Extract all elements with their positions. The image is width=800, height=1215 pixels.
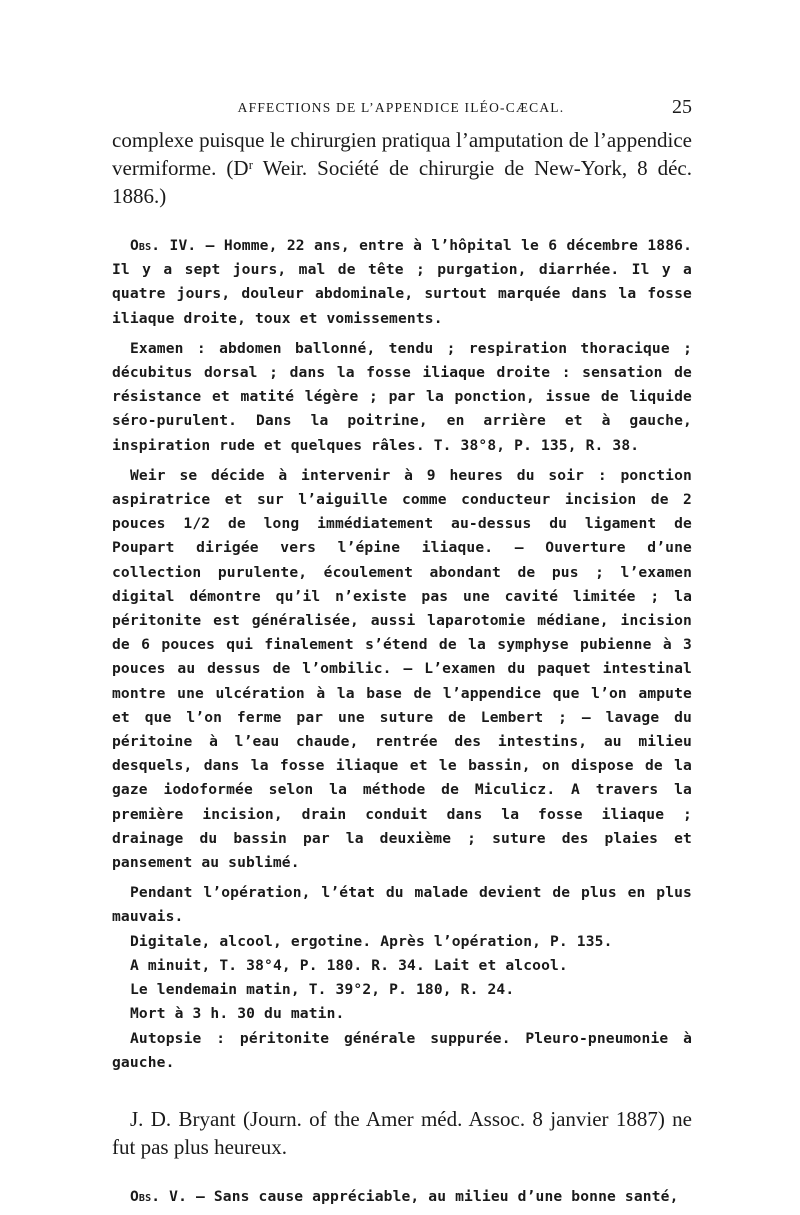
paragraph-examen: Examen : abdomen ballonné, tendu ; respiration thoracique ; décubitus dorsal ; dans la fosse iliaque droite : sensation de résistance et matité légère ; par la ponction, issue de liquide séro-purulent. Dans la poitrine, en arrière et à gauche, inspiration rude et quelques râles. T. 38°8, P. 135, R. 38. — [112, 339, 692, 454]
obs-v-text: — Sans cause appréciable, au milieu d’une bonne santé, — [187, 1187, 679, 1205]
paragraph-intervention: Weir se décide à intervenir à 9 heures du soir : ponction aspiratrice et sur l’aiguille comme conducteur incision de 2 pouces 1/2 de long immédiatement au-dessus du ligament de Poupart dirigée vers l’épine iliaque. — Ouverture d’une collection purulente, écoulement abondant de pus ; l’examen digital démontre qu’il n’existe pas une cavité limitée ; la péritonite est généralisée, aussi laparotomie médiane, incision de 6 pouces qui finalement s’étend de la symphyse pubienne à 3 pouces au dessus de l’ombilic. — L’examen du paquet intestinal montre une ulcération à la base de l’appendice que l’on ampute et que l’on ferme par une suture de Lembert ; — lavage du péritoine à l’eau chaude, rentrée des intestins, au milieu desquels, dans la fosse iliaque et le bassin, on dispose de la gaze iodoformée selon la méthode de Miculicz. A travers la première incision, drain conduit dans la fosse iliaque ; drainage du bassin par la deuxième ; suture des plaies et pansement au sublimé. — [112, 466, 692, 872]
obs-iv-dash: — — [196, 237, 224, 254]
paragraph-digitale: Digitale, alcool, ergotine. Après l’opération, P. 135. — [130, 932, 613, 950]
paragraph-intro: complexe puisque le chirurgien pratiqua l’amputation de l’appendice vermiforme. (Dʳ Weir. Société de chirurgie de New-York, 8 déc. 1886.) — [112, 128, 692, 208]
paragraph-autopsie: Autopsie : péritonite générale suppurée. Pleuro-pneumonie à gauche. — [112, 1029, 692, 1071]
body-text — [112, 126, 692, 1209]
paragraph-bryant: J. D. Bryant (Journ. of the Amer méd. Assoc. 8 janvier 1887) ne fut pas plus heureux. — [112, 1106, 692, 1159]
paragraph-obs-v — [112, 1185, 692, 1209]
obs-iv-text: Homme, 22 ans, entre à l’hôpital le 6 décembre 1886. Il y a sept jours, mal de tête ; purgation, diarrhée. Il y a quatre jours, douleur abdominale, surtout marquée dans la fosse iliaque droite, toux et vomissements. — [112, 237, 693, 327]
paragraph-lendemain: Le lendemain matin, T. 39°2, P. 180, R. 24. — [130, 981, 515, 999]
running-title: AFFECTIONS DE L’APPENDICE ILÉO-CÆCAL. — [237, 100, 565, 115]
paragraph-mort: Mort à 3 h. 30 du matin. — [130, 1005, 345, 1023]
paragraph-minuit: A minuit, T. 38°4, P. 180. R. 34. Lait et alcool. — [130, 956, 568, 974]
paragraph-operation: Pendant l’opération, l’état du malade devient de plus en plus mauvais. — [112, 884, 692, 926]
paragraph-obs-iv — [112, 234, 692, 331]
obs-v-label: Obs. V. — [130, 1187, 188, 1205]
obs-iv-label: Obs. IV. — [130, 237, 197, 254]
page-number: 25 — [672, 96, 692, 118]
running-head — [110, 96, 692, 120]
